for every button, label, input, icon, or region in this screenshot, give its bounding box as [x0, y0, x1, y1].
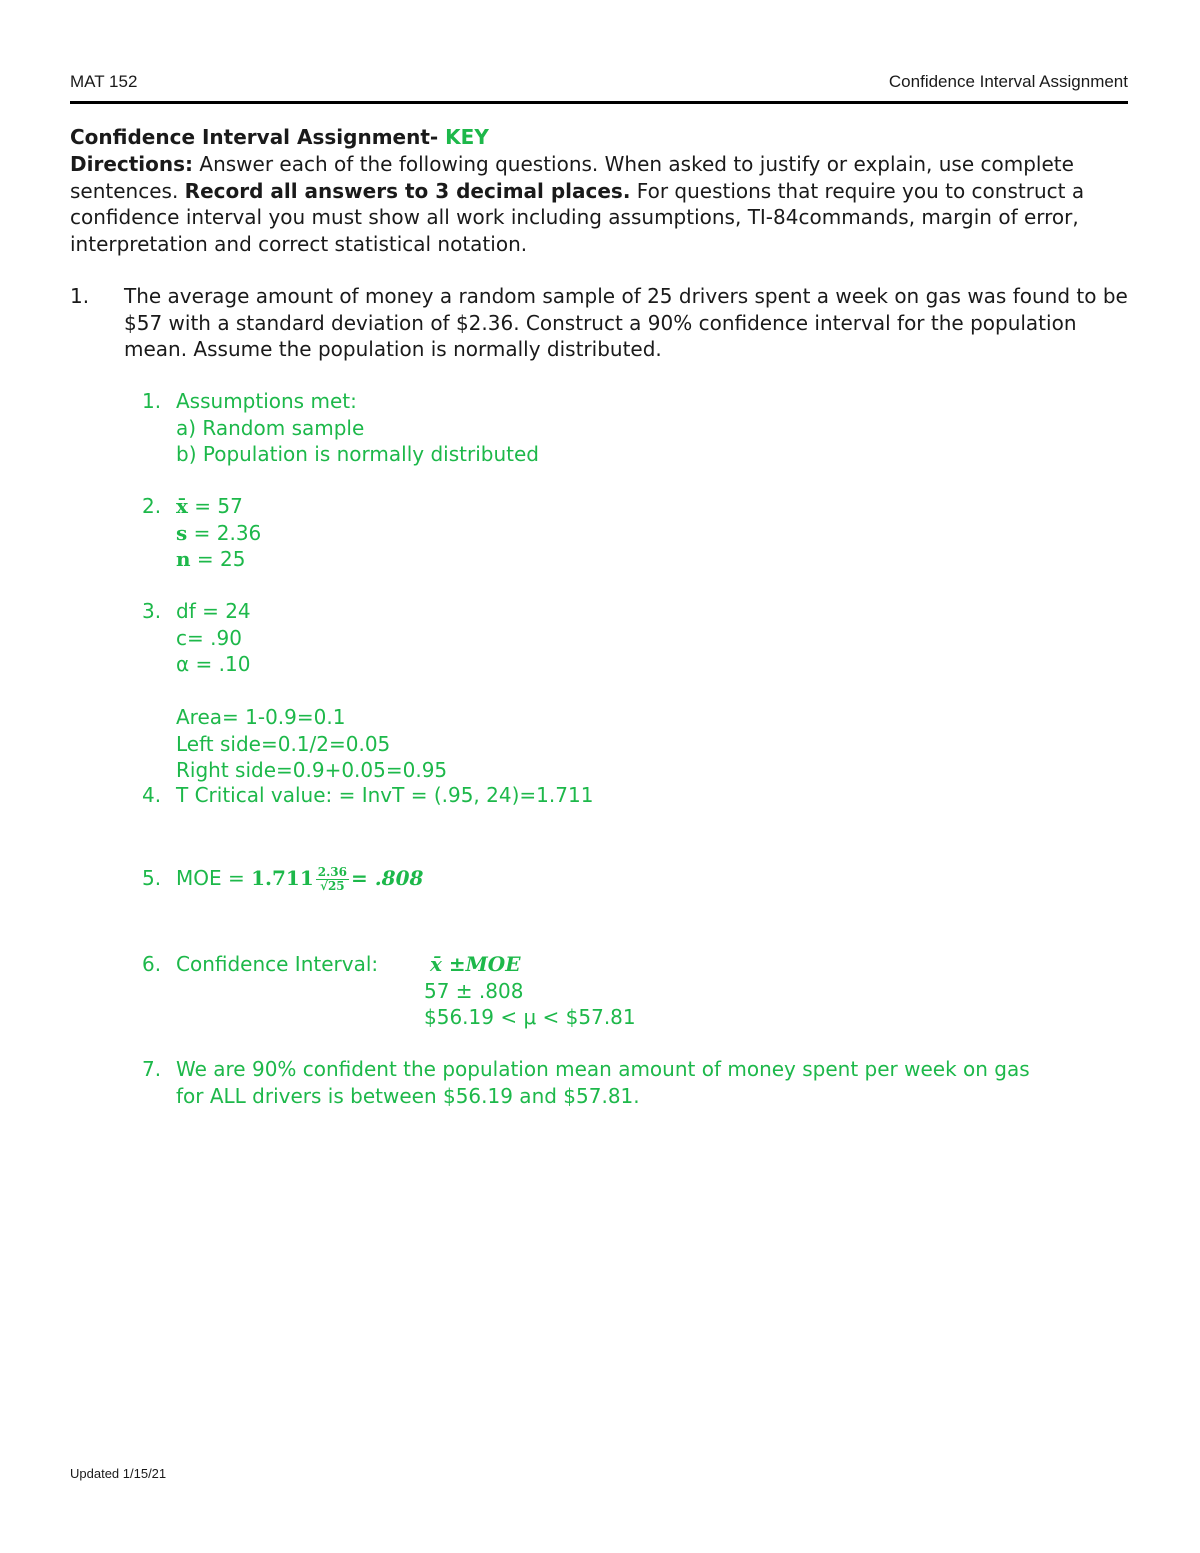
alpha: α = .10 [176, 652, 251, 676]
confidence-level: c= .90 [176, 625, 242, 650]
right-side: Right side=0.9+0.05=0.95 [176, 758, 448, 782]
question-number: 1. [70, 284, 90, 308]
left-side: Left side=0.1/2=0.05 [176, 731, 391, 756]
n-symbol: n [176, 547, 191, 571]
page-title [70, 124, 489, 151]
assumption-a: a) Random sample [176, 415, 365, 440]
step-number: 5. [142, 866, 162, 890]
s-symbol: s [176, 520, 188, 545]
moe-formula [176, 865, 423, 893]
step-number: 1. [142, 389, 162, 413]
sample-sd: s = 2.36 [176, 520, 262, 545]
interval-result: $56.19 < μ < $57.81 [424, 1005, 636, 1029]
course-code: MAT 152 [70, 72, 138, 91]
title-key: KEY [445, 125, 489, 149]
step-number: 2. [142, 494, 162, 518]
interpretation-line-2: for ALL drivers is between $56.19 and $57.81. [176, 1083, 640, 1108]
step-number: 6. [142, 952, 162, 976]
directions-text1: Answer each of the following questions. When asked to justify or explain, use complete sentences. [70, 152, 1074, 203]
sample-size: n = 25 [176, 547, 246, 571]
interval-work [424, 951, 636, 1031]
title-main: Confidence Interval Assignment- [70, 125, 446, 149]
moe-label: MOE = [176, 866, 252, 890]
area: Area= 1-0.9=0.1 [176, 705, 346, 729]
interval-formula: x̄ ±MOE [430, 952, 521, 976]
directions-bold: Record all answers to 3 decimal places. [184, 178, 631, 203]
critical-value-text: T Critical value: = InvT = (.95, 24)=1.711 [176, 783, 594, 807]
moe-fraction: $\frac{2.36}{√25}$ [317, 865, 347, 893]
header-rule [70, 101, 1128, 104]
assumption-b: b) Population is normally distributed [176, 442, 539, 466]
updated-date: Updated 1/15/21 [70, 1466, 167, 1481]
step-number: 7. [142, 1057, 162, 1081]
interpretation-line-1: We are 90% confident the population mean amount of money spent per week on gas [176, 1057, 1030, 1081]
header-doc-title: Confidence Interval Assignment [888, 72, 1128, 91]
directions-text2: For questions that require you to construct a confidence interval you must show all work including assumptions, TI-84commands, margin of error, interpretation and correct statistical notation. [70, 178, 1085, 256]
question-text: The average amount of money a random sample of 25 drivers spent a week on gas was found to be $57 with a standard deviation of $2.36. Construct a 90% confidence interval for the population mean. Assume the population is normally distributed. [124, 284, 1128, 361]
moe-result: = .808 [350, 866, 424, 890]
degrees-of-freedom: df = 24 [176, 599, 251, 623]
directions-label: Directions: [70, 152, 194, 176]
interval-values: 57 ± .808 [424, 978, 524, 1003]
interval-label: Confidence Interval: [176, 952, 379, 976]
page-header [70, 72, 1128, 96]
moe-coefficient: 1.711 [251, 866, 314, 890]
sample-mean: x̄ = 57 [176, 494, 243, 518]
step-number: 4. [142, 783, 162, 807]
directions [70, 151, 1130, 257]
assumptions-heading: Assumptions met: [176, 389, 357, 413]
xbar-symbol: x̄ [176, 494, 188, 518]
step-number: 3. [142, 599, 162, 623]
